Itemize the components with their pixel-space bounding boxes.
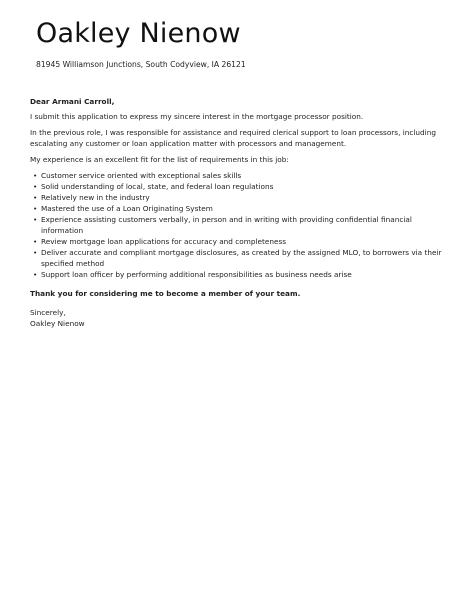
list-item bbox=[30, 170, 450, 181]
bullet-icon: • bbox=[33, 248, 38, 257]
bullet-icon: • bbox=[33, 171, 38, 180]
thank-you-line: Thank you for considering me to become a member of your team. bbox=[30, 289, 301, 298]
list-item bbox=[30, 236, 450, 247]
list-item bbox=[30, 181, 450, 192]
bullet-icon: • bbox=[33, 204, 38, 213]
requirements-intro-paragraph: My experience is an excellent fit for the list of requirements in this job: bbox=[30, 155, 289, 164]
list-item-text: Review mortgage loan applications for accuracy and completeness bbox=[41, 237, 287, 246]
list-item-text: Experience assisting customers verbally, in person and in writing with providing confidential financial information bbox=[41, 215, 412, 235]
bullet-icon: • bbox=[33, 193, 38, 202]
list-item bbox=[30, 214, 450, 236]
list-item bbox=[30, 203, 450, 214]
intro-paragraph: I submit this application to express my sincere interest in the mortgage processor position. bbox=[30, 112, 364, 121]
list-item bbox=[30, 269, 450, 280]
requirements-list bbox=[30, 170, 450, 280]
bullet-icon: • bbox=[33, 215, 38, 224]
list-item-text: Mastered the use of a Loan Originating System bbox=[41, 204, 213, 213]
previous-role-paragraph: In the previous role, I was responsible for assistance and required clerical support to loan processors, including escalating any customer or loan application matter with processors and management. bbox=[30, 128, 436, 148]
list-item-text: Relatively new in the industry bbox=[41, 193, 150, 202]
applicant-address: 81945 Williamson Junctions, South Codyview, IA 26121 bbox=[36, 60, 246, 69]
list-item-text: Customer service oriented with exceptional sales skills bbox=[41, 171, 242, 180]
salutation: Dear Armani Carroll, bbox=[30, 97, 115, 106]
applicant-name: Oakley Nienow bbox=[36, 18, 241, 49]
bullet-icon: • bbox=[33, 237, 38, 246]
letter-body bbox=[30, 96, 450, 329]
list-item-text: Support loan officer by performing additional responsibilities as business needs arise bbox=[41, 270, 352, 279]
bullet-icon: • bbox=[33, 182, 38, 191]
list-item-text: Solid understanding of local, state, and federal loan regulations bbox=[41, 182, 274, 191]
bullet-icon: • bbox=[33, 270, 38, 279]
list-item bbox=[30, 247, 450, 269]
closing: Sincerely, bbox=[30, 308, 66, 317]
list-item-text: Deliver accurate and compliant mortgage disclosures, as created by the assigned MLO, to borrowers via their specified method bbox=[41, 248, 442, 268]
list-item bbox=[30, 192, 450, 203]
signature: Oakley Nienow bbox=[30, 319, 85, 328]
